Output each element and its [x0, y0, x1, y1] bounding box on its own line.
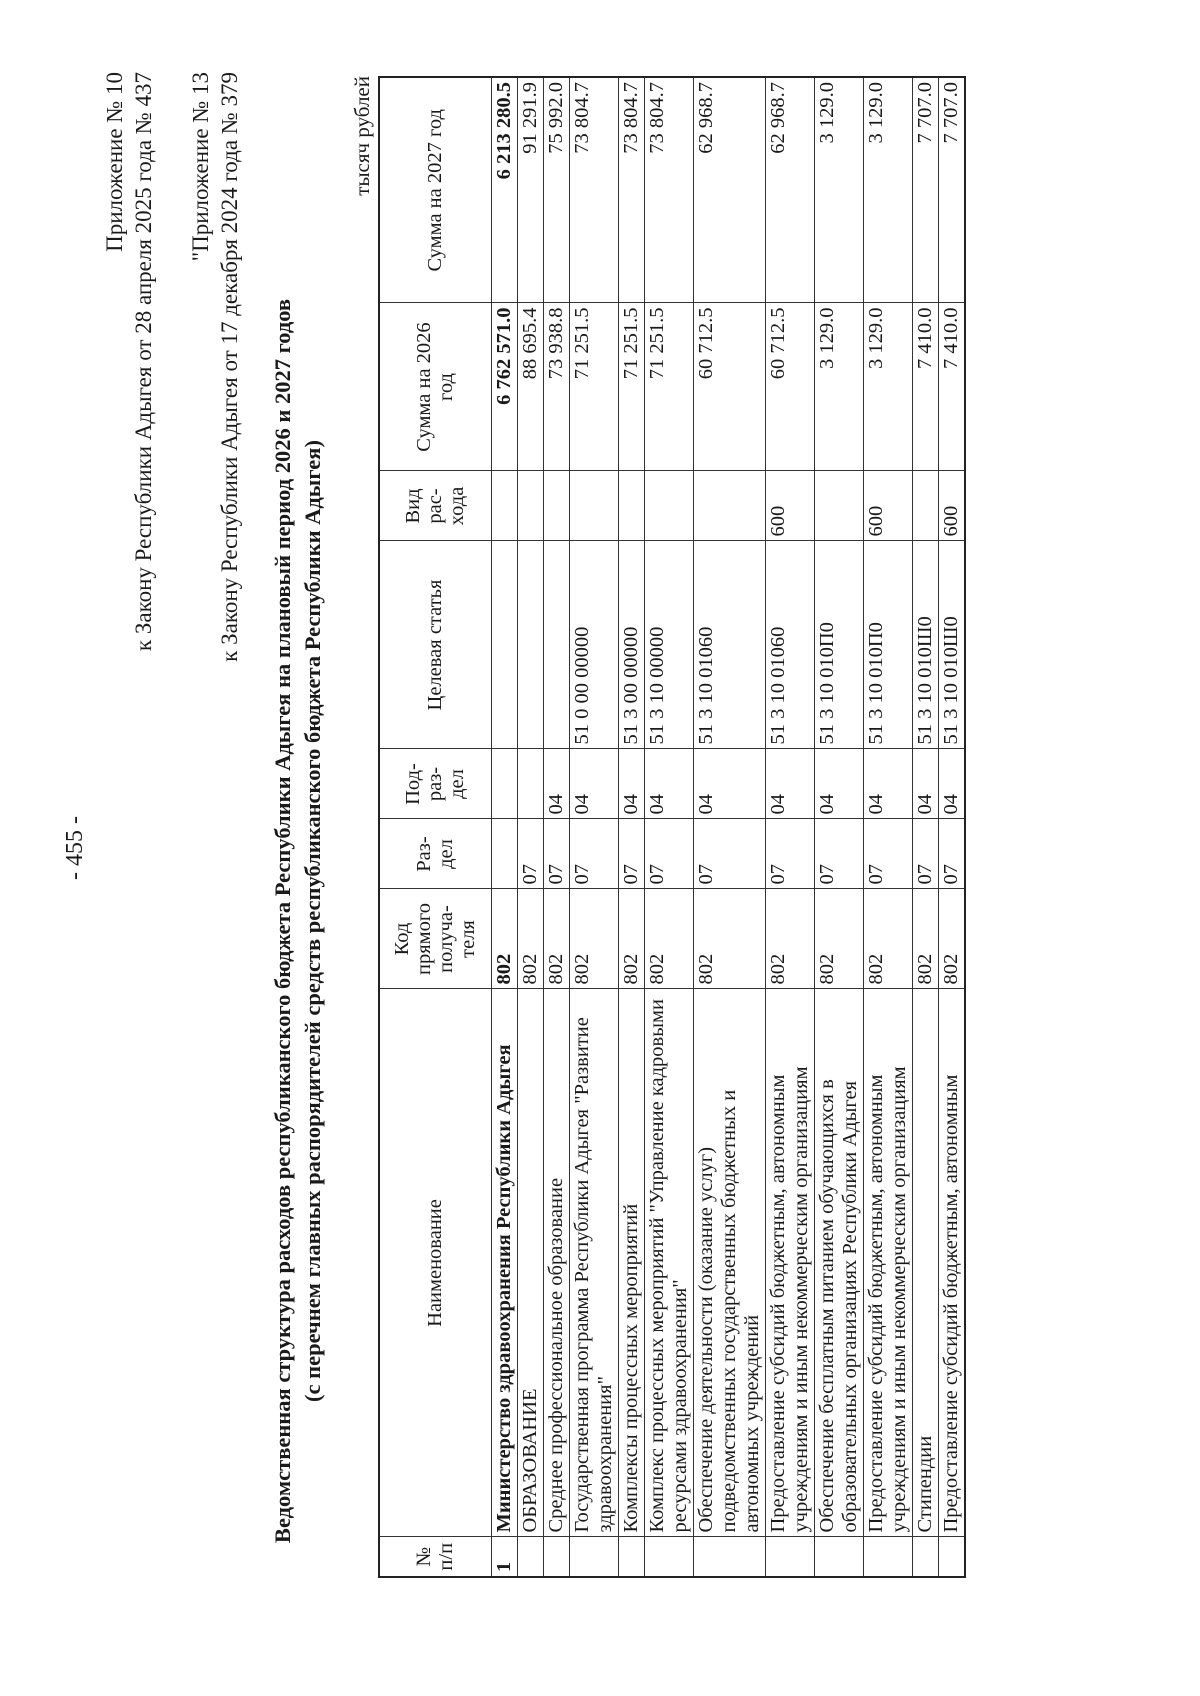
cell-expense-type: 600 — [938, 471, 965, 541]
cell-sum-2026: 7 410.0 — [912, 303, 938, 471]
cell-section: 07 — [814, 819, 863, 889]
cell-name: Среднее профессиональное образование — [543, 989, 569, 1537]
appendix-law-reference: к Закону Республики Адыгея от 28 апреля 2025 года № 437 — [131, 72, 156, 652]
cell-sum-2027: 62 968.7 — [693, 77, 765, 303]
cell-sum-2027: 3 129.0 — [814, 77, 863, 303]
cell-subsection: 04 — [912, 749, 938, 819]
cell-article — [491, 541, 517, 749]
cell-article: 51 0 00 00000 — [569, 541, 618, 749]
cell-no — [618, 1537, 644, 1577]
cell-code: 802 — [569, 889, 618, 989]
cell-article: 51 3 10 010П0 — [863, 541, 912, 749]
cell-subsection: 04 — [618, 749, 644, 819]
cell-expense-type — [569, 471, 618, 541]
cell-sum-2027: 62 968.7 — [765, 77, 814, 303]
cell-section: 07 — [912, 819, 938, 889]
cell-sum-2026: 7 410.0 — [938, 303, 965, 471]
cell-expense-type — [912, 471, 938, 541]
header-code: Код прямого получа-теля — [379, 889, 491, 989]
cell-subsection: 04 — [938, 749, 965, 819]
cell-expense-type — [618, 471, 644, 541]
cell-section: 07 — [543, 819, 569, 889]
cell-name: Предоставление субсидий бюджетным, автономным учреждениям и иным некоммерческим организациям — [863, 989, 912, 1537]
cell-sum-2027: 7 707.0 — [938, 77, 965, 303]
table-row — [517, 77, 543, 1577]
cell-section: 07 — [517, 819, 543, 889]
appendix-law-reference: к Закону Республики Адыгея от 17 декабря 2024 года № 379 — [217, 72, 242, 662]
cell-sum-2026: 60 712.5 — [765, 303, 814, 471]
header-sum-2027: Сумма на 2027 год — [379, 77, 491, 303]
table-row — [814, 77, 863, 1577]
cell-sum-2026: 60 712.5 — [693, 303, 765, 471]
budget-table — [378, 76, 966, 1578]
cell-expense-type — [814, 471, 863, 541]
cell-no — [693, 1537, 765, 1577]
cell-name: Обеспечение деятельности (оказание услуг) подведомственных государственных бюджетных и автономных учреждений — [693, 989, 765, 1537]
header-subsection: Под-раз-дел — [379, 749, 491, 819]
table-row — [543, 77, 569, 1577]
cell-section: 07 — [569, 819, 618, 889]
header-section: Раз-дел — [379, 819, 491, 889]
cell-code: 802 — [765, 889, 814, 989]
cell-article: 51 3 10 01060 — [765, 541, 814, 749]
units-label: тысяч рублей — [350, 76, 374, 196]
header-expense-type: Вид рас-хода — [379, 471, 491, 541]
cell-article: 51 3 10 010П0 — [814, 541, 863, 749]
cell-name: Предоставление субсидий бюджетным, автономным — [938, 989, 965, 1537]
table-row — [863, 77, 912, 1577]
cell-article: 51 3 10 01060 — [693, 541, 765, 749]
cell-article — [517, 541, 543, 749]
cell-sum-2026: 6 762 571.0 — [491, 303, 517, 471]
cell-section: 07 — [765, 819, 814, 889]
table-row — [912, 77, 938, 1577]
cell-subsection: 04 — [543, 749, 569, 819]
cell-section — [491, 819, 517, 889]
cell-no — [814, 1537, 863, 1577]
cell-subsection: 04 — [814, 749, 863, 819]
cell-expense-type — [517, 471, 543, 541]
cell-sum-2027: 75 992.0 — [543, 77, 569, 303]
table-row — [491, 77, 517, 1577]
cell-sum-2027: 6 213 280.5 — [491, 77, 517, 303]
cell-no — [912, 1537, 938, 1577]
cell-code: 802 — [491, 889, 517, 989]
header-sum-2026: Сумма на 2026 год — [379, 303, 491, 471]
cell-subsection: 04 — [569, 749, 618, 819]
cell-name: Предоставление субсидий бюджетным, автономным учреждениям и иным некоммерческим организациям — [765, 989, 814, 1537]
cell-article: 51 3 10 00000 — [644, 541, 693, 749]
cell-subsection — [517, 749, 543, 819]
cell-section: 07 — [938, 819, 965, 889]
cell-expense-type — [543, 471, 569, 541]
cell-expense-type — [491, 471, 517, 541]
cell-subsection: 04 — [863, 749, 912, 819]
cell-article — [543, 541, 569, 749]
title-main: Ведомственная структура расходов республиканского бюджета Республики Адыгея на плановый период 2026 и 2027 годов — [270, 298, 295, 1544]
page-number: - 455 - — [62, 816, 88, 880]
cell-sum-2027: 3 129.0 — [863, 77, 912, 303]
cell-name: Министерство здравоохранения Республики Адыгея — [491, 989, 517, 1537]
cell-expense-type — [644, 471, 693, 541]
cell-sum-2026: 88 695.4 — [517, 303, 543, 471]
table-row — [569, 77, 618, 1577]
cell-sum-2026: 71 251.5 — [644, 303, 693, 471]
table-row — [618, 77, 644, 1577]
cell-sum-2026: 71 251.5 — [618, 303, 644, 471]
cell-no — [543, 1537, 569, 1577]
cell-subsection: 04 — [693, 749, 765, 819]
cell-name: Комплекс процессных мероприятий "Управление кадровыми ресурсами здравоохранения" — [644, 989, 693, 1537]
table-body — [491, 77, 965, 1577]
cell-code: 802 — [863, 889, 912, 989]
cell-sum-2027: 91 291.9 — [517, 77, 543, 303]
table-header-row — [379, 77, 491, 1577]
cell-code: 802 — [693, 889, 765, 989]
table-row — [644, 77, 693, 1577]
appendix-reference-current — [100, 72, 158, 651]
appendix-number: "Приложение № 13 — [188, 72, 213, 262]
cell-expense-type: 600 — [765, 471, 814, 541]
cell-code: 802 — [543, 889, 569, 989]
cell-code: 802 — [644, 889, 693, 989]
table-row — [693, 77, 765, 1577]
cell-code: 802 — [618, 889, 644, 989]
cell-subsection: 04 — [765, 749, 814, 819]
cell-sum-2026: 73 938.8 — [543, 303, 569, 471]
cell-section: 07 — [863, 819, 912, 889]
cell-article: 51 3 00 00000 — [618, 541, 644, 749]
cell-article: 51 3 10 010Ш0 — [938, 541, 965, 749]
cell-no — [517, 1537, 543, 1577]
cell-article: 51 3 10 010Ш0 — [912, 541, 938, 749]
appendix-reference-original — [186, 72, 244, 662]
table-row — [765, 77, 814, 1577]
cell-sum-2026: 3 129.0 — [814, 303, 863, 471]
table-row — [938, 77, 965, 1577]
cell-expense-type — [693, 471, 765, 541]
cell-sum-2027: 73 804.7 — [569, 77, 618, 303]
cell-no — [644, 1537, 693, 1577]
cell-sum-2027: 73 804.7 — [644, 77, 693, 303]
cell-name: Государственная программа Республики Адыгея "Развитие здравоохранения" — [569, 989, 618, 1537]
cell-name: Стипендии — [912, 989, 938, 1537]
cell-code: 802 — [814, 889, 863, 989]
cell-section: 07 — [693, 819, 765, 889]
cell-code: 802 — [517, 889, 543, 989]
cell-name: Комплексы процессных мероприятий — [618, 989, 644, 1537]
cell-sum-2026: 71 251.5 — [569, 303, 618, 471]
cell-name: ОБРАЗОВАНИЕ — [517, 989, 543, 1537]
cell-sum-2026: 3 129.0 — [863, 303, 912, 471]
appendix-number: Приложение № 10 — [102, 72, 127, 252]
cell-expense-type: 600 — [863, 471, 912, 541]
cell-name: Обеспечение бесплатным питанием обучающихся в образовательных организациях Республики Адыгея — [814, 989, 863, 1537]
document-title — [268, 296, 328, 1546]
cell-code: 802 — [912, 889, 938, 989]
cell-section: 07 — [618, 819, 644, 889]
cell-section: 07 — [644, 819, 693, 889]
header-name: Наименование — [379, 989, 491, 1537]
cell-no — [569, 1537, 618, 1577]
cell-code: 802 — [938, 889, 965, 989]
cell-sum-2027: 7 707.0 — [912, 77, 938, 303]
header-article: Целевая статья — [379, 541, 491, 749]
cell-no — [863, 1537, 912, 1577]
header-no: № п/п — [379, 1537, 491, 1577]
cell-subsection — [491, 749, 517, 819]
cell-no — [765, 1537, 814, 1577]
cell-sum-2027: 73 804.7 — [618, 77, 644, 303]
cell-no — [938, 1537, 965, 1577]
title-subtitle: (с перечнем главных распорядителей средств республиканского бюджета Республики Адыгея) — [300, 440, 325, 1402]
cell-subsection: 04 — [644, 749, 693, 819]
cell-no: 1 — [491, 1537, 517, 1577]
